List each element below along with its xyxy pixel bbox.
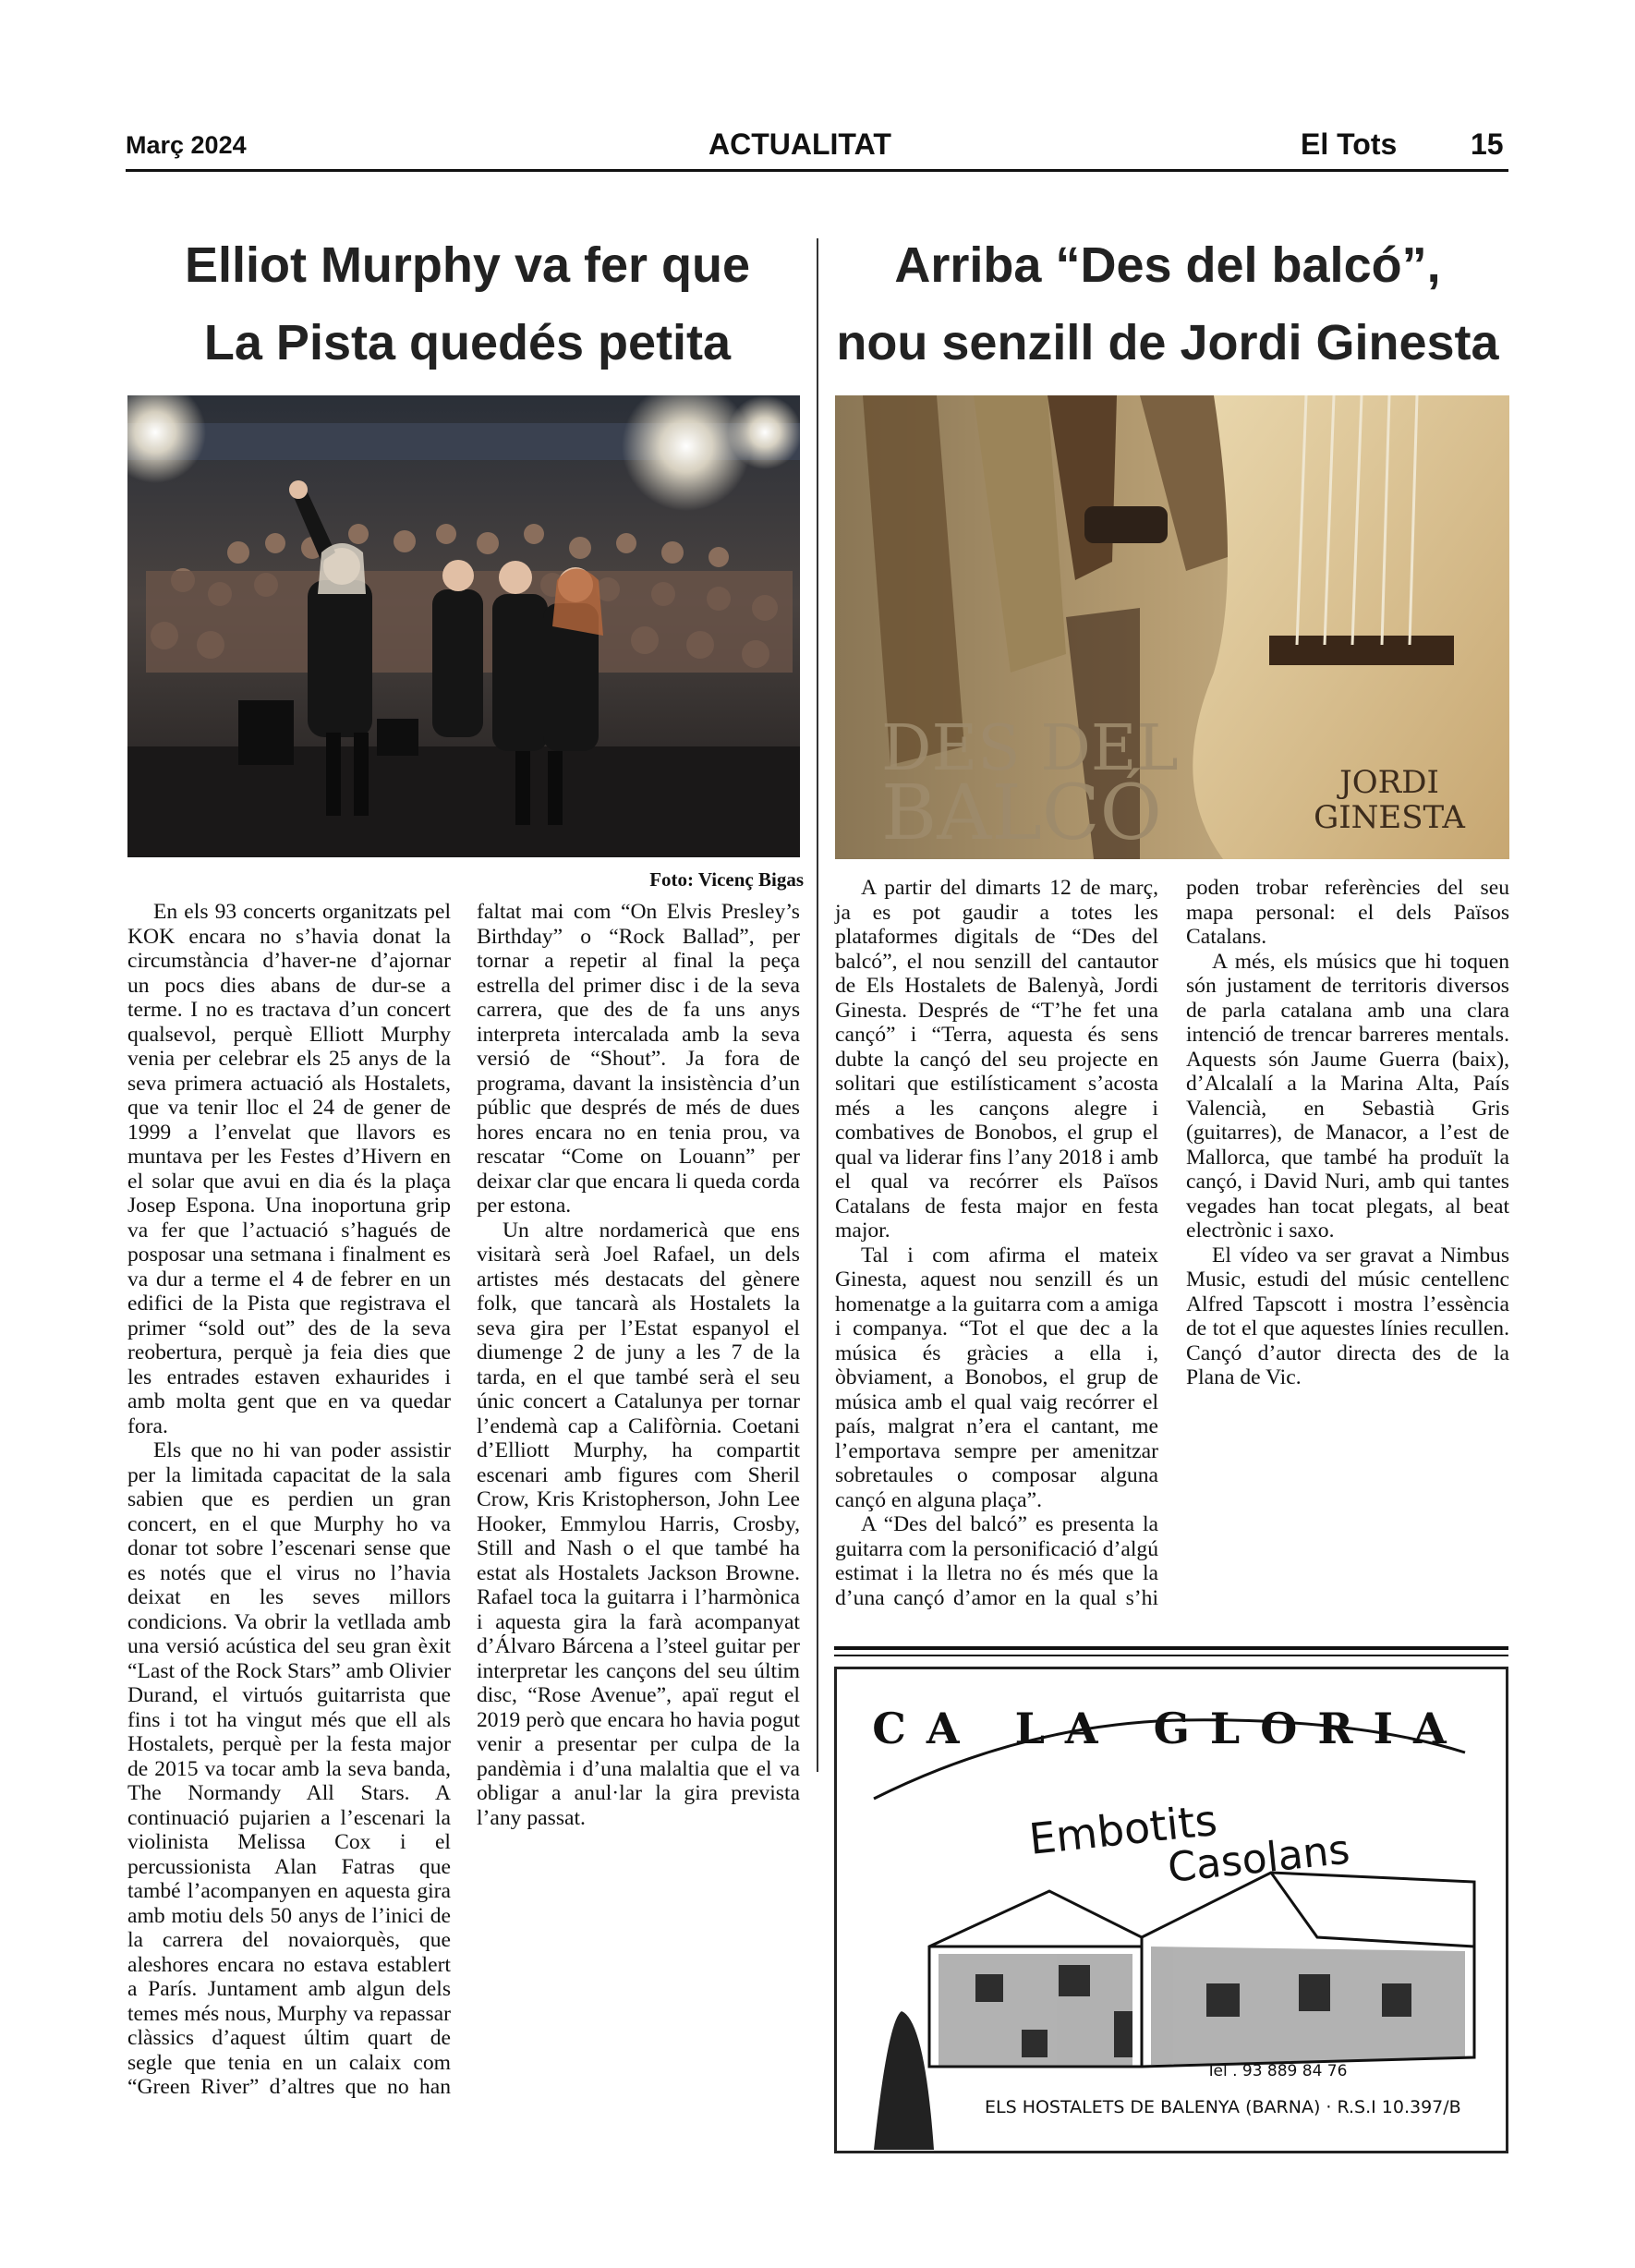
right-paragraph: Tal i com afirma el mateix Ginesta, aquest nou senzill és un homenatge a la guitarra com a amiga i companya. “Tot el que dec a la música és gràcies a ella i, òbviament, a Bonobos, el grup de música amb el qual vaig recórrer el país, malgrat n’era el cantant, me l’emportava sempre per amenitzar sobretaules o composar alguna cançó en alguna plaça”. [835,1243,1158,1512]
cover-title-line2: BALCÓ [881,770,1162,857]
cover-artist-line1: JORDI [1339,764,1439,801]
ad-title: CA LA GLORIA [872,1704,1467,1753]
ad-phone: Tel . 93 889 84 76 [1206,2062,1348,2080]
ad-rule [834,1655,1508,1656]
right-article-body [835,876,1509,1615]
left-article-body [127,900,800,2110]
header-rule [126,169,1508,172]
section-title: ACTUALITAT [708,127,891,161]
cover-title-line1: DES DEL [881,712,1179,785]
left-headline-line1: Elliot Murphy va fer que [184,237,751,293]
left-paragraph: Els que no hi van poder assistir per la limitada capacitat de la sala sabien que es perdien un gran concert, en el que Murphy ho va donar tot sobre l’escenari sense que es notés que el virus no l’havia deixat en les seves millors condicions. Va obrir la vetllada amb una versió acústica del seu gran èxit “Last of the Rock Stars” amb Olivier Durand, el virtuós guitarrista que fins i tot ha vingut més que ell als Hostalets, perquè per la festa major de 2015 va tocar amb la seva banda, The Normandy All Stars. A continuació pujarien a l’escenari la violinista Melissa Cox i el percussionista Alan Fatras que també l’acompanyen en aquesta gira amb motiu dels 50 anys de l’inici de la carrera del novaiorquès, que aleshores encara no estava establert a París. Juntament amb algun dels temes més nous, Murphy va repassar clàssics d’aquest últim quart de segle que tenia en un calaix com “Green River” d’altres que no han faltat mai com “On Elvis Presley’s Birthday” o “Rock Ballad”, per tornar a repetir al final la peça estrella del primer disc i de la seva carrera, que des de fa uns anys interpreta intercalada amb la seva versió de “Shout”. Ja fora de programa, davant la insistència d’un públic que després de més de dues hores encara no en tenia prou, va rescatar “Come on Louann” per deixar clar que encara li queda corda per estona. [127,900,800,2099]
right-paragraph: A partir del dimarts 12 de març, ja es pot gaudir a totes les plataformes digitals de “Des del balcó”, el nou senzill del cantautor de Els Hostalets de Balenyà, Jordi Ginesta. Després de “T’he fet una cançó” i “Terra, aquesta és sens dubte la cançó del seu projecte en solitari que estilísticament s’acosta més a les cançons alegre i combatives de Bonobos, el grup el qual va liderar fins l’any 2018 i amb el qual va recórrer els Països Catalans de festa major en festa major. [835,876,1158,1243]
issue-date: Març 2024 [126,131,247,159]
advertisement-ca-la-gloria [834,1667,1508,2153]
right-paragraph: El vídeo va ser gravat a Nimbus Music, estudi del músic centellenc Alfred Tapscott i mostra l’essència de tot el que aquestes línies recullen. Cançó d’autor directa des de la Plana de Vic. [1186,1243,1509,1389]
cover-artist-line2: GINESTA [1314,799,1465,836]
left-headline [126,226,809,382]
publication-name: El Tots [1301,127,1398,161]
ad-tagline-line2: Casolans [1165,1825,1352,1892]
left-paragraph: En els 93 concerts organitzats pel KOK encara no s’havia donat la circumstància d’haver-ne d’ajornar un pocs dies abans de dur-se a terme. I no es tractava d’un concert qualsevol, perquè Elliott Murphy venia per celebrar els 25 anys de la seva primera actuació als Hostalets, que va tenir lloc el 24 de gener de 1999 a l’envelat que llavors es muntava per les Festes d’Hivern en el solar que avui en dia és la plaça Josep Espona. Una inoportuna grip va fer que l’actuació s’hagués de posposar una setmana i finalment es va dur a terme el 4 de febrer en un edifici de la Pista que registrava el primer “sold out” des de la seva reobertura, perquè ja feia dies que les entrades estaven exhaurides i amb molta gent que en va quedar fora. [127,900,451,1438]
ad-tagline-line1: Embotits [1026,1794,1220,1864]
right-paragraph: A més, els músics que hi toquen són justament de territoris diversos de parla catalana amb una clara intenció de trencar barreres mentals. Aquests són Jaume Guerra (baix), d’Alcalalí a la Marina Alta, País Valencià, en Sebastià Gris (guitarres), de Manacor, a l’est de Mallorca, que també ha produït la cançó, i David Nuri, amb qui tantes vegades han tocat plegats, al beat electrònic i saxo. [1186,949,1509,1243]
page-number: 15 [1471,127,1504,161]
right-headline [826,226,1509,382]
column-divider [817,238,818,1772]
concert-photo [127,395,800,857]
right-headline-line2: nou senzill de Jordi Ginesta [836,315,1499,370]
photo-credit: Foto: Vicenç Bigas [649,868,804,891]
ad-address: ELS HOSTALETS DE BALENYA (BARNA) · R.S.I 10.397/B [985,2097,1461,2117]
right-headline-line1: Arriba “Des del balcó”, [894,237,1441,293]
left-paragraph: Un altre nordamericà que ens visitarà serà Joel Rafael, un dels artistes més destacats del gènere folk, que tancarà als Hostalets la seva gira per l’Estat espanyol el diumenge 2 de juny a les 7 de la tarda, en el que també serà el seu únic concert a Catalunya per tornar l’endemà cap a Califòrnia. Coetani d’Elliott Murphy, ha compartit escenari amb figures com Sheril Crow, Kris Kristopherson, John Lee Hooker, Emmylou Harris, Crosby, Still and Nash o el que també ha estat als Hostalets Jackson Browne. Rafael toca la guitarra i l’harmònica i aquesta gira la farà acompanyat d’Álvaro Bárcena a l’steel guitar per interpretar les cançons del seu últim disc, “Rose Avenue”, apaï regut el 2019 però que encara ho havia pogut venir a presentar per culpa de la pandèmia i d’una malaltia que el va obligar a anul·lar la gira prevista l’any passat. [477,1218,800,1830]
right-paragraph: A “Des del balcó” es presenta la guitarra com la personificació d’algú estimat i la lletra no és més que la d’una cançó d’amor en la qual s’hi poden trobar referències del seu mapa personal: el dels Països Catalans. [835,876,1509,1610]
left-headline-line2: La Pista quedés petita [203,315,732,370]
ad-rule [834,1646,1508,1650]
album-cover [835,395,1509,859]
